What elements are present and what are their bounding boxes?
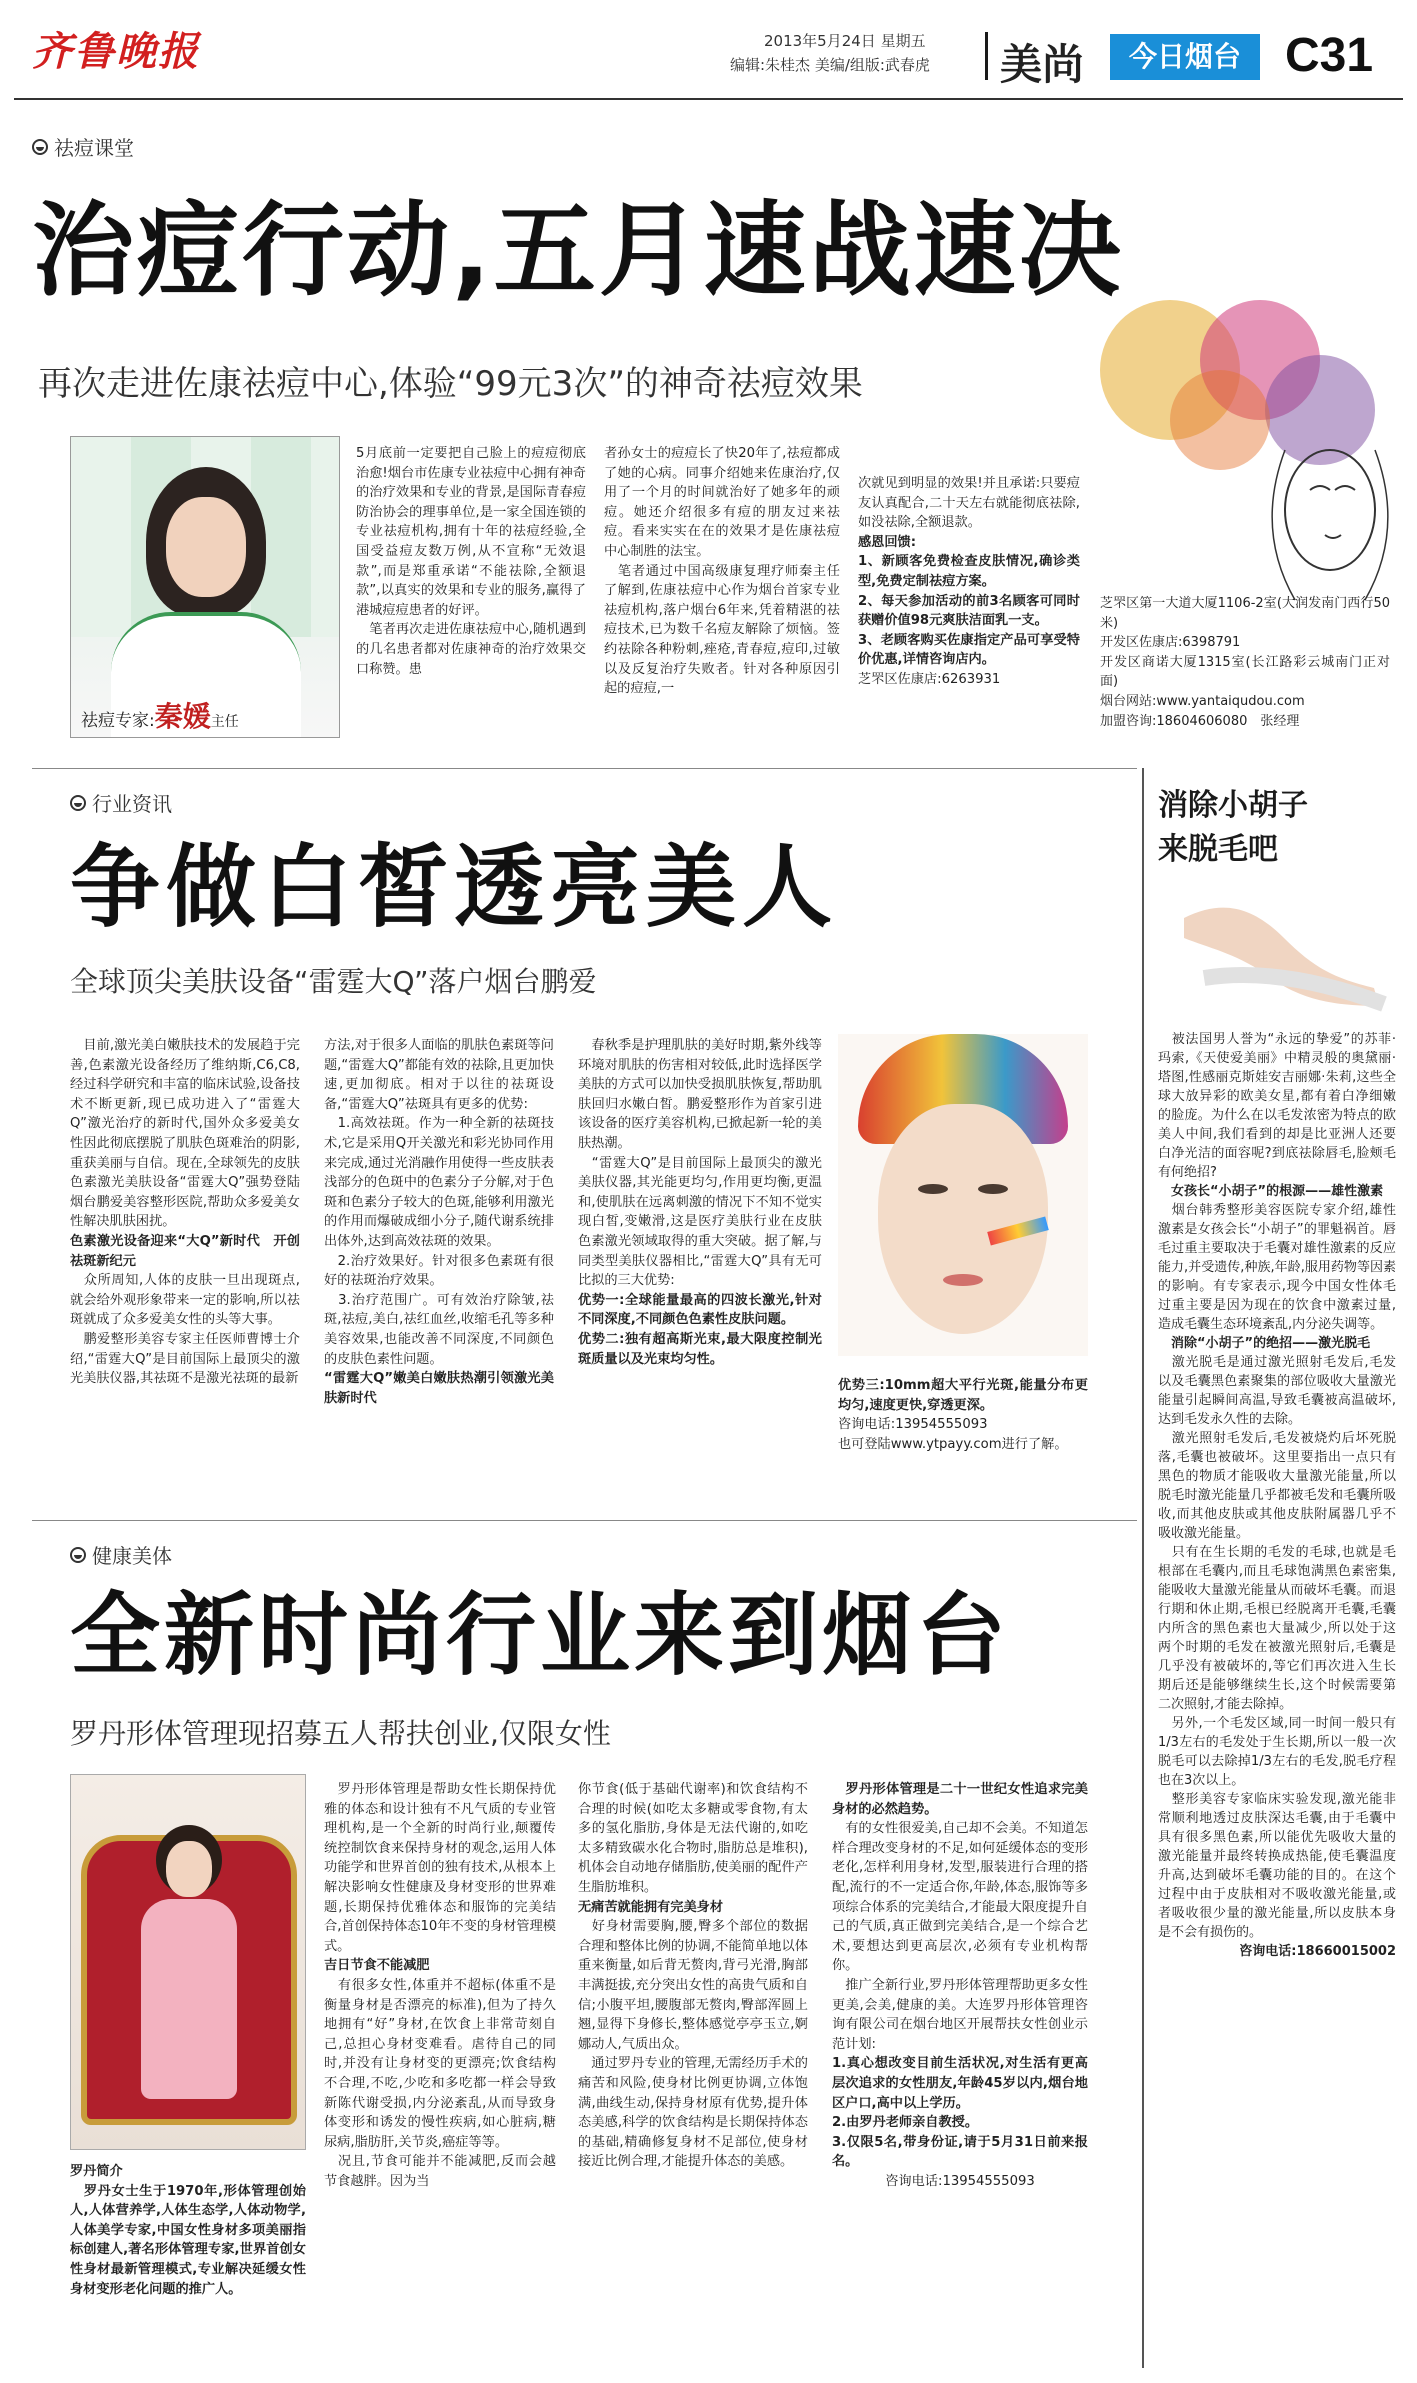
a2-column-3	[578, 1036, 822, 1369]
watercolor-illustration	[1080, 300, 1400, 610]
a3-column-2	[578, 1780, 808, 2172]
legs-photo	[1164, 878, 1394, 1018]
a3-subhead-1: 吉日节食不能减肥	[324, 1958, 430, 1974]
person-face	[166, 1841, 212, 1897]
expert-face	[166, 497, 246, 597]
section-badge: 今日烟台	[1110, 34, 1260, 80]
headline-whitening: 争做白皙透亮美人	[70, 835, 838, 940]
a3-column-1-text: 罗丹形体管理是帮助女性长期保持优雅的体态和设计独有不凡气质的专业管理机构,是一个全新的时尚行业,颠覆传统控制饮食来保持身材的观念,运用人体功能学和世界首创的独有技术,从根本上解决影响女性健康及身材变形的世界难题,长期保持优雅体态和服饰的完美结合,首创保持体态10年不变的身材管理模式。	[324, 1782, 556, 1954]
a3-column-3-lead: 罗丹形体管理是二十一世纪女性追求完美身材的必然趋势。	[832, 1782, 1088, 1817]
section-tag-icon	[32, 139, 48, 155]
section-rule	[32, 1520, 1137, 1521]
a3-column-1	[324, 1780, 556, 2191]
section-tag-icon	[70, 795, 86, 811]
thanks-heading: 感恩回馈:	[858, 534, 917, 550]
sidebar-para-3: 激光脱毛是通过激光照射毛发后,毛发以及毛囊黑色素聚集的部位吸收大量激光能量引起瞬间高温,导致毛囊被高温破坏,达到毛发永久性的去除。 激光照射毛发后,毛发被烧灼后坏死脱落,毛囊也被破坏。这里要指出一点只有黑色的物质才能吸收大量激光能量,所以脱毛时激光能量几乎都被毛发和毛囊所吸收,而其他皮肤或其他皮肤附属器几乎不吸收激光能量。 只有在生长期的毛发的毛球,也就是毛根部在毛囊内,而且毛球饱满黑色素密集,能吸收大量激光能量从而破坏毛囊。而退行期和休止期,毛根已经脱离开毛囊,毛囊内所含的黑色素也大量减少,所以处于这两个时期的毛发在被激光照射后,毛囊是几乎没有被破坏的,等它们再次进入生长期后还是能够继续生长,这个时候需要第二次照射,才能去除掉。 另外,一个毛发区域,同一时间一般只有1/3左右的毛发处于生长期,所以一般一次脱毛可以去除掉1/3左右的毛发,脱毛疗程也在3次以上。 整形美容专家临床实验发现,激光能非常顺利地透过皮肤深达毛囊,由于毛囊中具有很多黑色素,所以能优先吸收大量的激光能量并最终转换成热能,使毛囊温度升高,达到破坏毛囊功能的目的。在这个过程中由于皮肤相对不吸收激光能量,或者吸收很少量的激光能量,所以皮肤本身是不会有损伤的。	[1158, 1355, 1396, 1940]
photo-caption	[81, 695, 239, 735]
a3-column-3-text: 有的女性很爱美,自己却不会美。不知道怎样合理改变身材的不足,如何延缓体态的变形老化,怎样利用身材,发型,服装进行合理的搭配,流行的不一定适合你,年龄,体态,服饰等多项综合体系的完美结合,才能最大限度提升自己的气质,真正做到完美结合,是一个综合艺术,要想达到更高层次,必须有专业机构帮你。 推广全新行业,罗丹形体管理帮助更多女性更美,会美,健康的美。大连罗丹形体管理咨询有限公司在烟台地区开展帮扶女性创业示范计划:	[832, 1821, 1088, 2052]
advantage-3: 优势三:10mm超大平行光斑,能量分布更均匀,速度更快,穿透更深。	[838, 1378, 1088, 1413]
headline-acne: 治痘行动,五月速战速决	[32, 192, 1124, 311]
a3-column-2-text-b: 好身材需要胸,腰,臀多个部位的数据合理和整体比例的协调,不能简单地以体重来衡量,如后背无赘肉,背弓光滑,胸部丰满挺拔,充分突出女性的高贵气质和自信;小腹平坦,腰腹部无赘肉,臀部浑圆上翘,显得下身修长,整体感觉亭亭玉立,婀娜动人,气质出众。 通过罗丹专业的管理,无需经历手术的痛苦和风险,使身材比例更协调,立体饱满,曲线生动,保持身材原有优势,提升体态美感,科学的饮食结构是长期保持体态的基础,精确修复身材不足部位,使身材接近比例合理,才能提升体态的美感。	[578, 1919, 808, 2170]
advantage-1: 优势一:全球能量最高的四波长激光,针对不同深度,不同颜色色素性皮肤问题。	[578, 1292, 822, 1328]
subheadline-fashion: 罗丹形体管理现招募五人帮扶创业,仅限女性	[70, 1717, 611, 1750]
section-rule	[32, 768, 1137, 769]
editors-credit: 编辑:朱桂杰 美编/组版:武春虎	[730, 56, 930, 74]
eye-right	[978, 1184, 1008, 1194]
sidebar-subhead-1: 女孩长“小胡子”的根源——雄性激素	[1158, 1184, 1384, 1199]
sidebar-contact: 咨询电话:18660015002	[1239, 1944, 1396, 1959]
expert-photo	[70, 436, 340, 738]
section-tag-label: 健康美体	[92, 1544, 172, 1568]
section-name: 美尚	[1000, 40, 1085, 89]
a2-subhead-1: 色素激光设备迎来“大Q”新时代 开创祛斑新纪元	[70, 1233, 300, 1269]
issue-date: 2013年5月24日 星期五	[764, 32, 926, 50]
section-tag-label: 行业资讯	[92, 792, 172, 816]
section-tag-label: 祛痘课堂	[54, 136, 134, 160]
offer-item: 2、每天参加活动的前3名顾客可同时获赠价值98元爽肤洁面乳一支。	[858, 593, 1080, 629]
caption-role: 主任	[210, 714, 239, 730]
a1-column-1: 5月底前一定要把自己脸上的痘痘彻底治愈!烟台市佐康专业祛痘中心拥有神奇的治疗效果和专业的背景,是国际青春痘防治协会的理事单位,是一家全国连锁的专业祛痘机构,拥有十年的祛痘经验,全国受益痘友数万例,从不宣称“无效退款”,而是郑重承诺“不能祛除,全额退款”,以真实的效果和专业的服务,赢得了港城痘痘患者的好评。 笔者再次走进佐康祛痘中心,随机遇到的几名患者都对佐康神奇的治疗效果交口称赞。患	[356, 446, 586, 677]
masthead	[0, 0, 1417, 90]
headline-fashion: 全新时尚行业来到烟台	[70, 1583, 1010, 1688]
subheadline-acne: 再次走进佐康祛痘中心,体验“99元3次”的神奇祛痘效果	[38, 364, 863, 404]
requirement-item: 1.真心想改变目前生活状况,对生活有更高层次追求的女性朋友,年龄45岁以内,烟台地区户口,高中以上学历。	[832, 2056, 1088, 2111]
page-number: C31	[1285, 29, 1374, 82]
a1-column-2: 者孙女士的痘痘长了快20年了,祛痘都成了她的心病。同事介绍她来佐康治疗,仅用了一个月的时间就治好了她多年的顽痘。她还介绍很多有痘的朋友过来祛痘。看来实实在在的效果才是佐康祛痘中心制胜的法宝。 笔者通过中国高级康复理疗师秦主任了解到,佐康祛痘中心作为烟台首家专业祛痘机构,落户烟台6年来,凭着精湛的祛痘技术,已为数千名痘友解除了烦恼。签约祛除各种粉刺,痤疮,青春痘,痘印,过敏以及反复治疗失败者。针对各种原因引起的痘痘,一	[604, 446, 840, 697]
luodan-photo	[70, 1774, 306, 2150]
sidebar-subhead-2: 消除“小胡子”的绝招——激光脱毛	[1158, 1336, 1371, 1351]
sidebar-box	[1142, 768, 1404, 2368]
sidebar-para-1: 被法国男人誉为“永远的挚爱”的苏菲·玛索,《天使爱美丽》中精灵般的奥黛丽·塔图,性感丽克斯娃安吉丽娜·朱莉,这些全球大放异彩的欧美女星,都有着白净细嫩的脸庞。为什么在以毛发浓密为特点的欧美人中间,我们看到的却是比亚洲人还要白净光洁的面容呢?到底祛除唇毛,脸颊毛有何绝招?	[1158, 1032, 1396, 1180]
a3-subhead-2: 无痛苦就能拥有完美身材	[578, 1899, 724, 1915]
a2-contact: 咨询电话:13954555093 也可登陆www.ytpayy.com进行了解。	[838, 1417, 1068, 1452]
model-face-photo	[838, 1034, 1088, 1356]
a1-column-3	[858, 474, 1080, 690]
sidebar-title-1: 消除小胡子	[1158, 788, 1308, 823]
a2-column-4	[838, 1376, 1088, 1454]
sidebar-title-2: 来脱毛吧	[1158, 832, 1278, 867]
offer-item: 1、新顾客免费检查皮肤情况,确诊类型,免费定制祛痘方案。	[858, 554, 1080, 589]
section-tag-industry	[70, 788, 172, 817]
a3-column-1-text-b: 有很多女性,体重并不超标(体重不是衡量身材是否漂亮的标准),但为了持久地拥有“好”身材,在饮食上非常苛刻自己,总担心身材变难看。虐待自己的同时,并没有让身材变的更漂亮;饮食结构不合理,不吃,少吃和多吃都一样会导致新陈代谢受损,内分泌紊乱,从而导致身体变形和诱发的慢性疾病,如心脏病,糖尿病,脂肪肝,关节炎,癌症等等。 况且,节食可能并不能减肥,反而会越节食越胖。因为当	[324, 1977, 556, 2189]
a2-column-2-text: 方法,对于很多人面临的肌肤色素斑等问题,“雷霆大Q”都能有效的祛除,且更加快速,更加彻底。相对于以往的祛斑设备,“雷霆大Q”祛斑具有更多的优势: 1.高效祛斑。作为一种全新的祛斑技术,它是采用Q开关激光和彩光协同作用来完成,通过光消融作用使得一些皮肤表浅部分的色斑中的色素分子分解,对于色斑和色素分子较大的色斑,能够利用激光的作用而爆破成细小分子,随代谢系统排出体外,达到高效祛斑的效果。 2.治疗效果好。针对很多色素斑有很好的祛斑治疗效果。 3.治疗范围广。可有效治疗除皱,祛斑,祛痘,美白,祛红血丝,收缩毛孔等多种美容效果,也能改善不同深度,不同颜色的皮肤色素性问题。	[324, 1038, 555, 1367]
advantage-2: 优势二:独有超高斯光束,最大限度控制光斑质量以及光束均匀性。	[578, 1331, 822, 1367]
store-addresses: 芝罘区第一大道大厦1106-2室(大润发南门西行50米) 开发区佐康店:6398791 开发区商诺大厦1315室(长江路彩云城南门正对面) 烟台网站:www.yantaiqudou.com 加盟咨询:18604606080 张经理	[1100, 596, 1390, 729]
a1-column-3-text: 次就见到明显的效果!并且承诺:只要痘友认真配合,二十天左右就能彻底祛除,如没祛除,全额退款。	[858, 476, 1080, 531]
requirement-item: 3.仅限5名,带身份证,请于5月31日前来报名。	[832, 2134, 1088, 2170]
sidebar-para-2: 烟台韩秀整形美容医院专家介绍,雄性激素是女孩会长“小胡子”的罪魁祸首。唇毛过重主要取决于毛囊对雄性激素的反应能力,并受遗传,种族,年龄,服用药物等因素的影响。有专家表示,现今中国女性体毛过重主要是因为现在的饮食中激素过量,造成毛囊生态环境紊乱,内分泌失调等。	[1158, 1203, 1396, 1332]
masthead-rule	[14, 98, 1403, 100]
eye-left	[918, 1184, 948, 1194]
a3-column-3	[832, 1780, 1088, 2191]
requirement-item: 2.由罗丹老师亲自教授。	[832, 2115, 979, 2131]
divider-bar	[985, 32, 988, 80]
bio-text: 罗丹女士生于1970年,形体管理创始人,人体营养学,人体生态学,人体动物学,人体美学专家,中国女性身材多项美丽指标创建人,著名形体管理专家,世界首创女性身材最新管理模式,专业解决延缓女性身材变形老化问题的推广人。	[70, 2183, 306, 2297]
a2-column-2	[324, 1036, 554, 1408]
a3-contact: 咨询电话:13954555093	[885, 2173, 1035, 2189]
section-tag-icon	[70, 1547, 86, 1563]
section-tag-acne	[32, 132, 134, 161]
model-face	[878, 1104, 1048, 1334]
caption-label: 祛痘专家:	[81, 711, 155, 731]
luodan-bio	[70, 2162, 306, 2299]
a3-column-2-text: 你节食(低于基础代谢率)和饮食结构不合理的时候(如吃太多糖或零食物,有太多的氢化脂肪,身体是无法代谢的,如吃太多精致碳水化合物时,脂肪总是堆积),机体会自动地存储脂肪,使美丽的配件产生脂肪堆积。	[578, 1782, 808, 1895]
newspaper-logo: 齐鲁晚报	[32, 28, 200, 75]
a2-column-1	[70, 1036, 300, 1389]
person-dress	[141, 1899, 237, 2099]
bio-title: 罗丹简介	[70, 2164, 123, 2179]
offer-item: 3、老顾客购买佐康指定产品可享受特价优惠,详情咨询店内。	[858, 632, 1080, 668]
a2-column-1-text: 目前,激光美白嫩肤技术的发展趋于完善,色素激光设备经历了维纳斯,C6,C8,经过科学研究和丰富的临床试验,设备技术不断更新,现已成功进入了“雷霆大Q”激光治疗的新时代,国外众多爱美女性因此彻底摆脱了肌肤色斑难治的阴影,重获美丽与自信。现在,全球领先的皮肤色素激光美肤设备“雷霆大Q”强势登陆烟台鹏爱美容整形医院,帮助众多爱美女性解决肌肤困扰。	[70, 1038, 300, 1230]
sidebar-body	[1158, 1030, 1396, 1961]
a2-column-1-text-b: 众所周知,人体的皮肤一旦出现斑点,就会给外观形象带来一定的影响,所以祛斑就成了众多爱美女性的头等大事。 鹏爱整形美容专家主任医师曹博士介绍,“雷霆大Q”是目前国际上最顶尖的激光美肤仪器,其祛斑不是激光祛斑的最新	[70, 1273, 300, 1387]
caption-name: 秦媛	[154, 700, 211, 733]
a2-subhead-2: “雷霆大Q”嫩美白嫩肤热潮引领激光美肤新时代	[324, 1371, 554, 1406]
section-tag-health	[70, 1540, 172, 1569]
store-phone: 芝罘区佐康店:6263931	[858, 671, 1001, 687]
a2-column-3-text: 春秋季是护理肌肤的美好时期,紫外线等环境对肌肤的伤害相对较低,此时选择医学美肤的方式可以加快受损肌肤恢复,帮助肌肤回归水嫩白皙。鹏爱整形作为首家引进该设备的医疗美容机构,已掀起新一轮的美肤热潮。 “雷霆大Q”是目前国际上最顶尖的激光美肤仪器,其光能更均匀,作用更均衡,更温和,使肌肤在远离刺激的情况下不知不觉实现白皙,变嫩滑,这是医疗美肤行业在皮肤色素激光领域取得的重大突破。据了解,与同类型美肤仪器相比,“雷霆大Q”具有无可比拟的三大优势:	[578, 1038, 822, 1289]
lips	[943, 1274, 983, 1286]
subheadline-whitening: 全球顶尖美肤设备“雷霆大Q”落户烟台鹏爱	[70, 965, 597, 998]
